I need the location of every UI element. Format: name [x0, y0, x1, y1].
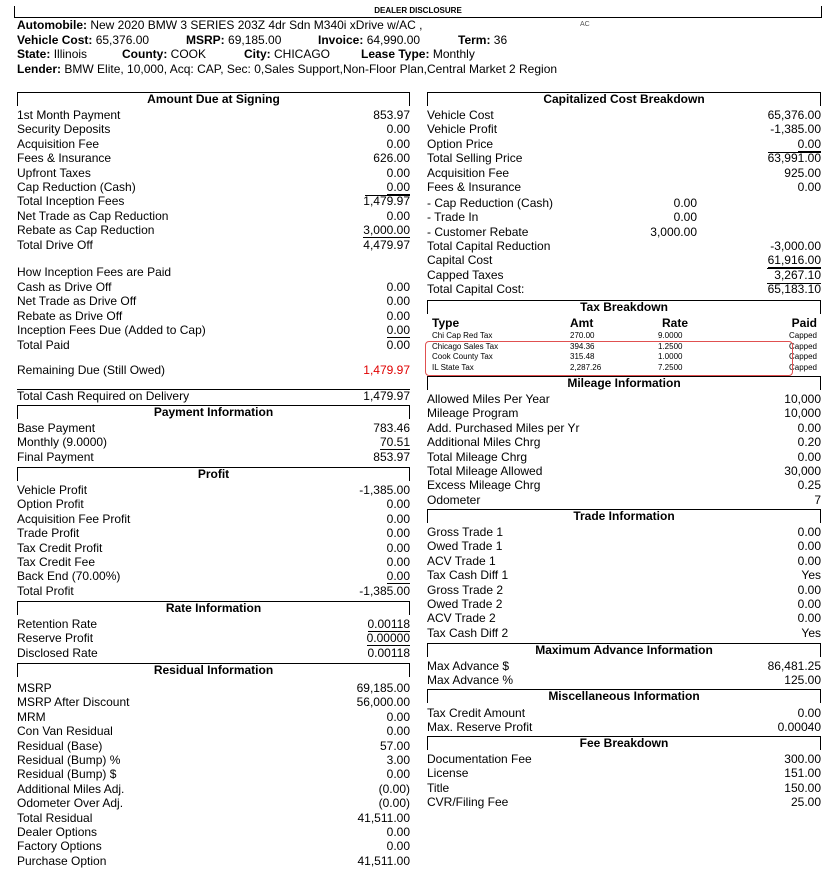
cap-cost-label: Acquisition Fee	[427, 165, 510, 180]
cap-cost-total-value: 3,267.10	[774, 267, 821, 282]
residual-info-value: 69,185.00	[356, 681, 410, 695]
misc-row	[427, 706, 821, 721]
amount-due-label: Acquisition Fee	[17, 136, 100, 151]
max-advance-label: Max Advance $	[427, 659, 510, 673]
tax-amt: 315.48	[570, 352, 595, 361]
how-paid-label: Cash as Drive Off	[17, 280, 112, 294]
tax-type: Cook County Tax	[432, 352, 493, 361]
residual-info-value: 3.00	[386, 753, 410, 767]
tax-rate: 1.2500	[658, 341, 683, 351]
trade-label: Owed Trade 2	[427, 597, 503, 611]
amount-due-label: Upfront Taxes	[17, 165, 91, 180]
cap-cost-row	[427, 151, 821, 166]
residual-info-label: Odometer Over Adj.	[17, 796, 124, 811]
cap-sub-label: - Trade In	[427, 210, 479, 225]
tax-amt: 2,287.26	[570, 362, 602, 372]
mileage-value: 0.20	[797, 435, 821, 450]
residual-info-label: MRM	[17, 709, 46, 724]
residual-info-value: 0.00	[386, 839, 410, 854]
cap-sub-label: - Cap Reduction (Cash)	[427, 196, 554, 210]
trade-row	[427, 539, 821, 554]
fees-row	[427, 795, 821, 810]
cap-cost-value: 0.00	[797, 180, 821, 194]
tax-amt: 394.36	[570, 341, 595, 351]
profit-label: Tax Credit Fee	[17, 555, 96, 569]
tax-paid: Capped	[788, 341, 817, 351]
cap-cost-row	[427, 180, 821, 195]
city-label: City:	[244, 47, 271, 61]
trade-value: Yes	[801, 568, 821, 583]
rate-info-title: Rate Information	[17, 601, 410, 615]
fees-row	[427, 766, 821, 781]
how-paid-value: 0.00	[386, 337, 410, 352]
trade-label: ACV Trade 2	[427, 611, 496, 626]
mileage-label: Additional Miles Chrg	[427, 435, 541, 450]
amount-due-label: Security Deposits	[17, 122, 111, 137]
trade-row	[427, 597, 821, 612]
invoice-label: Invoice:	[318, 33, 364, 47]
cap-cost-label: Total Selling Price	[427, 151, 523, 166]
how-paid-title: How Inception Fees are Paid	[17, 265, 172, 279]
city-value: CHICAGO	[274, 47, 331, 61]
residual-info-value: 41,511.00	[357, 810, 410, 825]
mileage-label: Total Mileage Allowed	[427, 464, 543, 478]
tax-rate: 9.0000	[658, 331, 683, 340]
county-value: COOK	[170, 47, 207, 61]
profit-label: Total Profit	[17, 583, 74, 598]
amount-due-value: 626.00	[373, 151, 410, 166]
trade-row	[427, 583, 821, 598]
residual-info-label: Residual (Bump) $	[17, 767, 117, 782]
rate-info-label: Disclosed Rate	[17, 645, 98, 660]
amount-due-label: Cap Reduction (Cash)	[17, 180, 136, 194]
tax-type: Chi Cap Red Tax	[432, 331, 493, 340]
how-paid-value: 0.00	[386, 308, 410, 323]
mileage-row	[427, 450, 821, 465]
amount-due-value: 0.00	[386, 136, 410, 151]
residual-info-value: 57.00	[379, 738, 410, 753]
cap-cost-value: 63,991.00	[767, 151, 821, 166]
cap-cost-total-label: Capital Cost	[427, 253, 493, 268]
residual-info-label: Dealer Options	[17, 825, 98, 839]
state-value: Illinois	[53, 47, 88, 61]
lender-value: BMW Elite, 10,000, Acq: CAP, Sec: 0,Sales Support,Non-Floor Plan,Central Market 2 Region	[64, 62, 558, 76]
residual-info-value: 0.00	[386, 709, 410, 724]
mileage-value: 0.25	[797, 478, 821, 493]
cap-cost-total-row	[427, 239, 821, 254]
trade-label: Owed Trade 1	[427, 539, 503, 554]
fees-value: 25.00	[790, 795, 821, 810]
mileage-label: Odometer	[427, 492, 481, 507]
mileage-value: 30,000	[784, 464, 821, 478]
cap-cost-row	[427, 108, 821, 123]
profit-label: Option Profit	[17, 497, 84, 512]
state-label: State:	[17, 47, 51, 61]
term-value: 36	[493, 33, 508, 47]
residual-info-label: Residual (Base)	[17, 738, 103, 753]
residual-info-label: Factory Options	[17, 839, 102, 854]
how-paid-label: Inception Fees Due (Added to Cap)	[17, 323, 206, 338]
automobile-extra: AC	[580, 21, 590, 28]
cap-sub-row	[427, 225, 697, 240]
fees-value: 151.00	[784, 766, 821, 781]
cap-cost-total-value: 65,183.10	[767, 282, 821, 297]
tax-header-rate: Rate	[662, 316, 689, 330]
trade-row	[427, 626, 821, 641]
lender-label: Lender:	[17, 62, 62, 76]
how-paid-value: 0.00	[386, 280, 410, 294]
mileage-row	[427, 392, 821, 407]
misc-title: Miscellaneous Information	[427, 689, 821, 703]
mileage-label: Total Mileage Chrg	[427, 449, 528, 464]
mileage-row	[427, 464, 821, 479]
rate-info-value: 0.00118	[367, 617, 410, 631]
cap-cost-total-row	[427, 282, 821, 297]
cap-cost-total-value: 61,916.00	[767, 253, 821, 268]
cap-sub-value: 0.00	[673, 210, 697, 225]
fees-label: Title	[427, 780, 450, 795]
amount-due-value: 3,000.00	[363, 223, 410, 238]
profit-value: 0.00	[386, 511, 410, 526]
misc-row	[427, 720, 821, 735]
cap-cost-label: Vehicle Profit	[427, 122, 498, 137]
trade-row	[427, 568, 821, 583]
automobile-value: New 2020 BMW 3 SERIES 203Z 4dr Sdn M340i xDrive w/AC ,	[90, 18, 423, 32]
mileage-row	[427, 493, 821, 508]
mileage-row	[427, 421, 821, 436]
payment-info-label: Final Payment	[17, 449, 94, 464]
trade-value: 0.00	[797, 539, 821, 554]
tax-row	[432, 330, 821, 341]
profit-label: Back End (70.00%)	[17, 569, 121, 584]
max-advance-row	[427, 659, 821, 674]
total-cash-value: 1,479.97	[363, 389, 410, 403]
profit-value: 0.00	[386, 569, 410, 584]
fees-value: 300.00	[784, 752, 821, 766]
automobile-label: Automobile:	[17, 18, 87, 32]
remaining-due-value: 1,479.97	[363, 363, 410, 377]
misc-value: 0.00	[797, 706, 821, 720]
residual-info-label: Total Residual	[17, 810, 93, 825]
cap-cost-row	[427, 166, 821, 181]
amount-due-value: 0.00	[386, 208, 410, 223]
total-cash-label: Total Cash Required on Delivery	[17, 389, 190, 403]
cap-cost-total-label: Total Capital Reduction	[427, 239, 551, 253]
residual-info-label: Purchase Option	[17, 853, 107, 868]
cap-cost-total-value: -3,000.00	[770, 239, 821, 253]
misc-label: Max. Reserve Profit	[427, 720, 533, 735]
vehicle-cost-value: 65,376.00	[95, 33, 150, 47]
residual-info-value: 0.00	[386, 767, 410, 782]
trade-value: Yes	[801, 625, 821, 640]
trade-value: 0.00	[797, 597, 821, 611]
mileage-title: Mileage Information	[427, 376, 821, 390]
how-paid-label: Rebate as Drive Off	[17, 308, 123, 323]
cap-cost-label: Vehicle Cost	[427, 108, 494, 122]
selling-price-rule	[768, 152, 821, 153]
document-title: DEALER DISCLOSURE	[374, 6, 462, 15]
cap-cost-total-label: Capped Taxes	[427, 267, 504, 282]
mileage-label: Allowed Miles Per Year	[427, 392, 550, 406]
misc-value: 0.00040	[777, 720, 821, 735]
cap-cost-value: 65,376.00	[767, 108, 821, 122]
trade-row	[427, 525, 821, 540]
max-advance-label: Max Advance %	[427, 673, 514, 688]
lease-type-label: Lease Type:	[361, 47, 430, 61]
tax-rate: 1.0000	[658, 352, 683, 361]
msrp-value: 69,185.00	[228, 33, 282, 47]
tax-paid: Capped	[788, 331, 817, 340]
cap-cost-row	[427, 122, 821, 137]
payment-info-value: 853.97	[373, 449, 410, 464]
max-advance-value: 86,481.25	[767, 659, 821, 673]
residual-info-value: (0.00)	[378, 781, 410, 796]
cap-cost-value: -1,385.00	[770, 122, 821, 137]
profit-value: -1,385.00	[359, 583, 410, 598]
rate-info-label: Reserve Profit	[17, 631, 94, 646]
cap-sub-value: 0.00	[673, 196, 697, 210]
amount-due-title: Amount Due at Signing	[17, 92, 410, 106]
how-paid-value: 0.00	[386, 294, 410, 309]
tax-type: Chicago Sales Tax	[432, 341, 499, 351]
vehicle-cost-label: Vehicle Cost:	[17, 33, 93, 47]
residual-info-label: MSRP	[17, 681, 52, 695]
profit-value: 0.00	[386, 540, 410, 555]
mileage-row	[427, 406, 821, 421]
fees-label: License	[427, 766, 469, 781]
remaining-due-label: Remaining Due (Still Owed)	[17, 363, 166, 377]
residual-info-value: 0.00	[386, 724, 410, 739]
cap-cost-value: 925.00	[784, 165, 821, 180]
trade-label: Gross Trade 2	[427, 582, 504, 597]
cap-cost-label: Fees & Insurance	[427, 180, 522, 194]
mileage-value: 0.00	[797, 449, 821, 464]
cap-sub-row	[427, 196, 697, 211]
trade-label: Tax Cash Diff 1	[427, 568, 509, 583]
fees-row	[427, 781, 821, 796]
cap-cost-total-row	[427, 253, 821, 268]
cap-sub-value: 3,000.00	[650, 224, 697, 239]
amount-due-label: Total Inception Fees	[17, 194, 125, 209]
total-cap-rule	[767, 283, 821, 284]
mileage-row	[427, 435, 821, 450]
residual-info-title: Residual Information	[17, 663, 410, 677]
cap-cost-label: Option Price	[427, 136, 494, 151]
tax-title: Tax Breakdown	[427, 300, 821, 314]
amount-due-value: 0.00	[386, 165, 410, 180]
trade-title: Trade Information	[427, 509, 821, 523]
amount-due-label: Total Drive Off	[17, 237, 93, 252]
profit-label: Tax Credit Profit	[17, 540, 103, 555]
tax-header-amt: Amt	[570, 316, 594, 330]
tax-paid: Capped	[788, 362, 817, 372]
profit-label: Acquisition Fee Profit	[17, 511, 131, 526]
mileage-row	[427, 478, 821, 493]
cap-cost-title: Capitalized Cost Breakdown	[427, 92, 821, 106]
max-advance-value: 125.00	[784, 673, 821, 688]
profit-value: -1,385.00	[359, 483, 410, 497]
residual-info-label: Con Van Residual	[17, 724, 113, 739]
mileage-value: 10,000	[784, 392, 821, 406]
tax-paid: Capped	[788, 352, 817, 361]
cap-cost-value: 0.00	[797, 136, 821, 151]
payment-info-value: 70.51	[379, 435, 410, 450]
cap-cost-row	[427, 137, 821, 152]
how-paid-label: Net Trade as Drive Off	[17, 294, 137, 309]
misc-label: Tax Credit Amount	[427, 706, 526, 720]
mileage-label: Excess Mileage Chrg	[427, 478, 541, 493]
amount-due-value: 0.00	[386, 180, 410, 194]
county-label: County:	[122, 47, 168, 61]
cap-sub-row	[427, 210, 697, 225]
amount-due-label: 1st Month Payment	[17, 108, 121, 122]
max-advance-row	[427, 673, 821, 688]
amount-due-label: Rebate as Cap Reduction	[17, 223, 155, 238]
trade-label: ACV Trade 1	[427, 553, 496, 568]
capped-taxes-rule	[767, 268, 821, 269]
payment-info-value: 783.46	[373, 421, 410, 435]
fees-value: 150.00	[784, 780, 821, 795]
fees-label: CVR/Filing Fee	[427, 795, 509, 810]
residual-info-value: 56,000.00	[356, 695, 410, 710]
mileage-value: 10,000	[784, 406, 821, 421]
residual-info-label: Additional Miles Adj.	[17, 781, 125, 796]
profit-value: 0.00	[386, 497, 410, 512]
term-label: Term:	[458, 33, 491, 47]
tax-type: IL State Tax	[432, 362, 474, 372]
invoice-value: 64,990.00	[366, 33, 421, 47]
mileage-value: 7	[814, 492, 821, 507]
profit-label: Vehicle Profit	[17, 483, 88, 497]
amount-due-value: 853.97	[373, 108, 410, 122]
amount-due-label: Net Trade as Cap Reduction	[17, 208, 169, 223]
residual-info-value: (0.00)	[378, 796, 410, 811]
lease-type-value: Monthly	[432, 47, 475, 61]
payment-info-title: Payment Information	[17, 405, 410, 419]
mileage-value: 0.00	[797, 420, 821, 435]
payment-info-label: Monthly (9.0000)	[17, 435, 108, 450]
trade-row	[427, 554, 821, 569]
trade-label: Gross Trade 1	[427, 525, 504, 539]
profit-value: 0.00	[386, 555, 410, 569]
amount-due-label: Fees & Insurance	[17, 151, 112, 166]
tax-header-row	[432, 316, 821, 331]
rate-info-value: 0.00000	[366, 631, 410, 646]
how-paid-value: 0.00	[386, 323, 410, 338]
profit-label: Trade Profit	[17, 526, 80, 541]
rate-info-value: 0.00118	[367, 645, 410, 660]
amount-due-value: 4,479.97	[363, 237, 410, 252]
fees-title: Fee Breakdown	[427, 736, 821, 750]
fees-row	[427, 752, 821, 767]
tax-rate: 7.2500	[658, 362, 683, 372]
msrp-label: MSRP:	[186, 33, 225, 47]
profit-title: Profit	[17, 467, 410, 481]
payment-info-label: Base Payment	[17, 421, 96, 435]
cap-cost-total-row	[427, 268, 821, 283]
trade-value: 0.00	[797, 553, 821, 568]
profit-value: 0.00	[386, 526, 410, 541]
tax-amt: 270.00	[570, 331, 595, 340]
max-advance-title: Maximum Advance Information	[427, 643, 821, 657]
fees-label: Documentation Fee	[427, 752, 532, 766]
amount-due-value: 1,479.97	[363, 194, 410, 209]
residual-info-value: 0.00	[386, 825, 410, 839]
residual-info-label: Residual (Bump) %	[17, 753, 121, 767]
residual-info-label: MSRP After Discount	[17, 695, 130, 710]
cap-sub-label: - Customer Rebate	[427, 224, 529, 239]
cap-cost-total-label: Total Capital Cost:	[427, 282, 525, 297]
highlight-box	[425, 341, 793, 376]
trade-value: 0.00	[797, 582, 821, 597]
amount-due-value: 0.00	[386, 122, 410, 137]
tax-header-type: Type	[432, 316, 460, 330]
trade-row	[427, 611, 821, 626]
trade-value: 0.00	[797, 525, 821, 539]
mileage-label: Mileage Program	[427, 406, 519, 421]
tax-header-paid: Paid	[791, 316, 817, 330]
trade-value: 0.00	[797, 611, 821, 626]
trade-label: Tax Cash Diff 2	[427, 625, 509, 640]
how-paid-label: Total Paid	[17, 337, 70, 352]
residual-info-value: 41,511.00	[357, 853, 410, 868]
rate-info-label: Retention Rate	[17, 617, 98, 631]
mileage-label: Add. Purchased Miles per Yr	[427, 420, 580, 435]
